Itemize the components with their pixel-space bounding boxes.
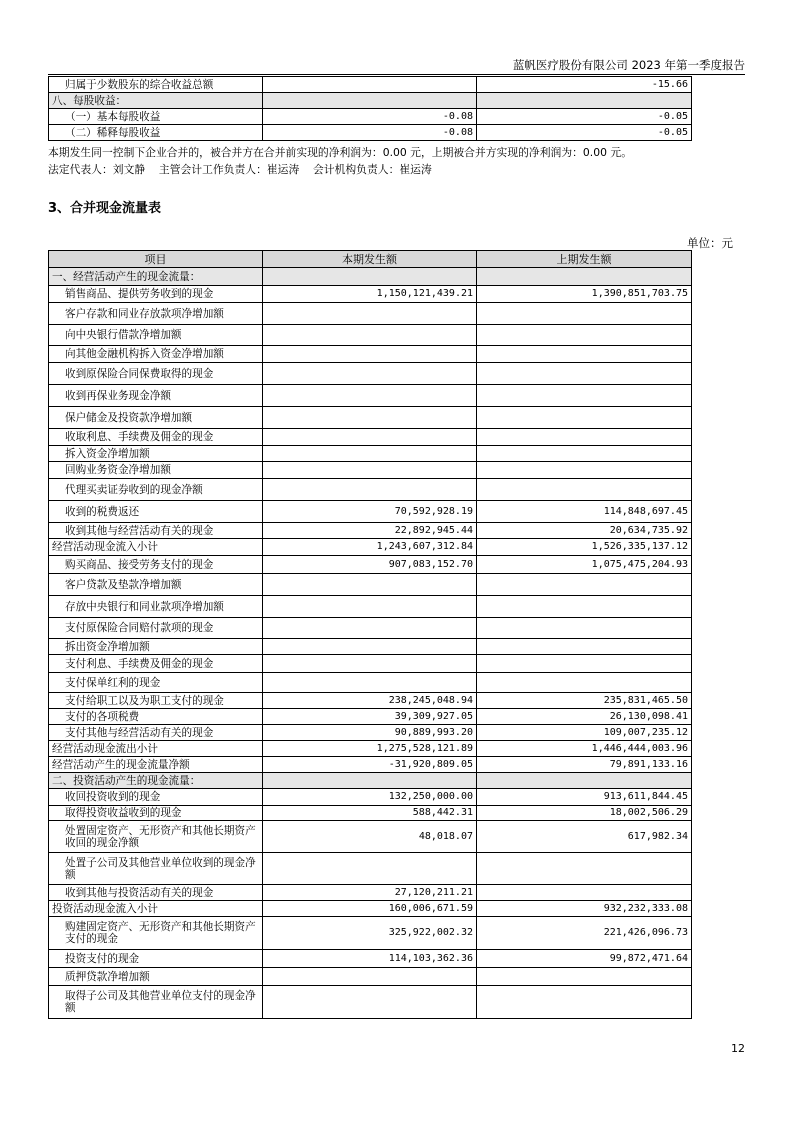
unit-label: 单位：元 [687, 236, 733, 250]
row-label: 支付其他与经营活动有关的现金 [49, 725, 263, 741]
current-period-value: 907,083,152.70 [263, 556, 477, 574]
prior-period-value: 114,848,697.45 [477, 501, 692, 523]
table-row [49, 303, 692, 325]
row-label: 销售商品、提供劳务收到的现金 [49, 286, 263, 303]
table-row [49, 125, 692, 141]
current-period-value [263, 479, 477, 501]
row-label: 向其他金融机构拆入资金净增加额 [49, 346, 263, 363]
current-period-value: 114,103,362.36 [263, 950, 477, 968]
row-label: 八、每股收益： [49, 93, 263, 109]
row-label: 收取利息、手续费及佣金的现金 [49, 429, 263, 446]
row-label: 经营活动现金流入小计 [49, 539, 263, 556]
table-row [49, 986, 692, 1019]
prior-period-value: 913,611,844.45 [477, 789, 692, 806]
row-label: 客户存款和同业存放款项净增加额 [49, 303, 263, 325]
prior-period-value [477, 596, 692, 618]
table-row [49, 853, 692, 885]
prior-period-value: 109,007,235.12 [477, 725, 692, 741]
row-label: 收到的税费返还 [49, 501, 263, 523]
prior-period-value: 99,872,471.64 [477, 950, 692, 968]
current-period-value: -0.08 [263, 109, 477, 125]
row-label: 取得子公司及其他营业单位支付的现金净额 [49, 986, 263, 1019]
prior-period-value [477, 93, 692, 109]
prior-period-value: -0.05 [477, 109, 692, 125]
table-row [49, 346, 692, 363]
prior-period-value [477, 968, 692, 986]
prior-period-value: 1,446,444,003.96 [477, 741, 692, 757]
prior-period-value: 932,232,333.08 [477, 901, 692, 917]
row-label: 保户储金及投资款净增加额 [49, 407, 263, 429]
table-row [49, 773, 692, 789]
row-label: 处置子公司及其他营业单位收到的现金净额 [49, 853, 263, 885]
current-period-value: 238,245,048.94 [263, 693, 477, 709]
table-row [49, 93, 692, 109]
current-period-value [263, 968, 477, 986]
prior-period-value [477, 446, 692, 462]
table-row [49, 109, 692, 125]
current-period-value [263, 446, 477, 462]
section-title: 3、合并现金流量表 [48, 201, 162, 216]
row-label: 收到其他与经营活动有关的现金 [49, 523, 263, 539]
current-period-value: 70,592,928.19 [263, 501, 477, 523]
prior-period-value [477, 346, 692, 363]
row-label: 一、经营活动产生的现金流量： [49, 268, 263, 286]
prior-period-value [477, 853, 692, 885]
table-row [49, 462, 692, 479]
current-period-value [263, 429, 477, 446]
table-row [49, 741, 692, 757]
prior-period-value [477, 268, 692, 286]
row-label: 质押贷款净增加额 [49, 968, 263, 986]
row-label: （二）稀释每股收益 [49, 125, 263, 141]
row-label: 收到原保险合同保费取得的现金 [49, 363, 263, 385]
row-label: 支付给职工以及为职工支付的现金 [49, 693, 263, 709]
row-label: 投资支付的现金 [49, 950, 263, 968]
current-period-value [263, 986, 477, 1019]
table-row [49, 325, 692, 346]
header-current: 本期发生额 [263, 251, 477, 268]
current-period-value [263, 618, 477, 639]
table-row [49, 268, 692, 286]
current-period-value [263, 673, 477, 693]
row-label: 购建固定资产、无形资产和其他长期资产支付的现金 [49, 917, 263, 950]
table-row [49, 806, 692, 821]
table-row [49, 429, 692, 446]
current-period-value: -0.08 [263, 125, 477, 141]
current-period-value [263, 407, 477, 429]
page-number: 12 [731, 1042, 745, 1055]
prior-period-value [477, 429, 692, 446]
row-label: 处置固定资产、无形资产和其他长期资产收回的现金净额 [49, 821, 263, 853]
current-period-value [263, 385, 477, 407]
prior-period-value: 20,634,735.92 [477, 523, 692, 539]
prior-period-value [477, 639, 692, 655]
current-period-value: 132,250,000.00 [263, 789, 477, 806]
row-label: 向中央银行借款净增加额 [49, 325, 263, 346]
row-label: 支付原保险合同赔付款项的现金 [49, 618, 263, 639]
current-period-value: 48,018.07 [263, 821, 477, 853]
table-row [49, 917, 692, 950]
table-row [49, 709, 692, 725]
row-label: 取得投资收益收到的现金 [49, 806, 263, 821]
table-row [49, 596, 692, 618]
table-row [49, 618, 692, 639]
report-header [48, 56, 745, 75]
row-label: 收到其他与投资活动有关的现金 [49, 885, 263, 901]
prior-period-value: 221,426,096.73 [477, 917, 692, 950]
current-period-value [263, 596, 477, 618]
prior-period-value [477, 986, 692, 1019]
row-label: 支付保单红利的现金 [49, 673, 263, 693]
row-label: 回购业务资金净增加额 [49, 462, 263, 479]
row-label: 归属于少数股东的综合收益总额 [49, 77, 263, 93]
prior-period-value: -15.66 [477, 77, 692, 93]
prior-period-value [477, 673, 692, 693]
income-tail-table [48, 76, 692, 141]
prior-period-value: -0.05 [477, 125, 692, 141]
prior-period-value [477, 479, 692, 501]
current-period-value [263, 346, 477, 363]
prior-period-value: 26,130,098.41 [477, 709, 692, 725]
prior-period-value [477, 363, 692, 385]
table-header-row [49, 251, 692, 268]
current-period-value: 27,120,211.21 [263, 885, 477, 901]
prior-period-value: 617,982.34 [477, 821, 692, 853]
current-period-value: 1,243,607,312.84 [263, 539, 477, 556]
table-row [49, 885, 692, 901]
table-row [49, 446, 692, 462]
table-row [49, 539, 692, 556]
row-label: 拆出资金净增加额 [49, 639, 263, 655]
prior-period-value [477, 462, 692, 479]
table-row [49, 673, 692, 693]
row-label: 经营活动现金流出小计 [49, 741, 263, 757]
row-label: 购买商品、接受劳务支付的现金 [49, 556, 263, 574]
current-period-value: 90,889,993.20 [263, 725, 477, 741]
current-period-value [263, 639, 477, 655]
prior-period-value: 235,831,465.50 [477, 693, 692, 709]
prior-period-value [477, 885, 692, 901]
report-title: 蓝帆医疗股份有限公司 2023 年第一季度报告 [512, 58, 745, 72]
prior-period-value [477, 655, 692, 673]
row-label: 收回投资收到的现金 [49, 789, 263, 806]
current-period-value [263, 462, 477, 479]
current-period-value [263, 655, 477, 673]
current-period-value: 22,892,945.44 [263, 523, 477, 539]
row-label: 存放中央银行和同业款项净增加额 [49, 596, 263, 618]
table-row [49, 968, 692, 986]
table-row [49, 639, 692, 655]
table-row [49, 523, 692, 539]
prior-period-value [477, 407, 692, 429]
prior-period-value: 1,526,335,137.12 [477, 539, 692, 556]
table-row [49, 501, 692, 523]
current-period-value: 39,309,927.05 [263, 709, 477, 725]
current-period-value [263, 363, 477, 385]
row-label: 拆入资金净增加额 [49, 446, 263, 462]
signature-line: 法定代表人：刘文静 主管会计工作负责人：崔运涛 会计机构负责人：崔运涛 [48, 163, 432, 176]
current-period-value [263, 574, 477, 596]
table-row [49, 77, 692, 93]
prior-period-value [477, 385, 692, 407]
current-period-value [263, 773, 477, 789]
table-row [49, 725, 692, 741]
current-period-value [263, 93, 477, 109]
table-row [49, 821, 692, 853]
row-label: 收到再保业务现金净额 [49, 385, 263, 407]
row-label: （一）基本每股收益 [49, 109, 263, 125]
current-period-value: -31,920,809.05 [263, 757, 477, 773]
prior-period-value [477, 773, 692, 789]
table-row [49, 363, 692, 385]
row-label: 客户贷款及垫款净增加额 [49, 574, 263, 596]
cash-flow-table [48, 250, 692, 1019]
current-period-value: 325,922,002.32 [263, 917, 477, 950]
table-row [49, 556, 692, 574]
current-period-value [263, 77, 477, 93]
table-row [49, 655, 692, 673]
prior-period-value [477, 325, 692, 346]
row-label: 支付利息、手续费及佣金的现金 [49, 655, 263, 673]
current-period-value [263, 853, 477, 885]
row-label: 经营活动产生的现金流量净额 [49, 757, 263, 773]
current-period-value: 1,275,528,121.89 [263, 741, 477, 757]
table-row [49, 789, 692, 806]
row-label: 支付的各项税费 [49, 709, 263, 725]
header-prior: 上期发生额 [477, 251, 692, 268]
table-row [49, 950, 692, 968]
table-row [49, 574, 692, 596]
prior-period-value: 1,390,851,703.75 [477, 286, 692, 303]
row-label: 投资活动现金流入小计 [49, 901, 263, 917]
prior-period-value: 18,002,506.29 [477, 806, 692, 821]
prior-period-value [477, 574, 692, 596]
table-row [49, 407, 692, 429]
row-label: 代理买卖证券收到的现金净额 [49, 479, 263, 501]
table-row [49, 286, 692, 303]
table-row [49, 385, 692, 407]
row-label: 二、投资活动产生的现金流量： [49, 773, 263, 789]
table-row [49, 479, 692, 501]
header-item: 项目 [49, 251, 263, 268]
current-period-value: 160,006,671.59 [263, 901, 477, 917]
prior-period-value [477, 303, 692, 325]
prior-period-value [477, 618, 692, 639]
table-row [49, 693, 692, 709]
current-period-value: 588,442.31 [263, 806, 477, 821]
table-row [49, 757, 692, 773]
current-period-value [263, 325, 477, 346]
merge-note: 本期发生同一控制下企业合并的，被合并方在合并前实现的净利润为：0.00 元，上期被合并方实现的净利润为：0.00 元。 [48, 146, 632, 159]
prior-period-value: 79,891,133.16 [477, 757, 692, 773]
current-period-value [263, 303, 477, 325]
table-row [49, 901, 692, 917]
prior-period-value: 1,075,475,204.93 [477, 556, 692, 574]
current-period-value [263, 268, 477, 286]
current-period-value: 1,150,121,439.21 [263, 286, 477, 303]
